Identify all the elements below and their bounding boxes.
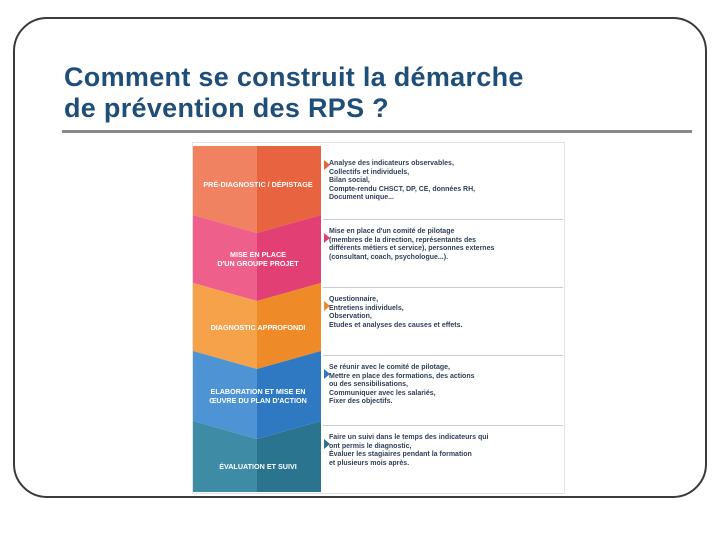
step-separator [323, 287, 563, 288]
step-description-line: Observation, [329, 313, 372, 321]
step-description-line: Se réunir avec le comité de pilotage, [329, 364, 450, 371]
step-description-3 [329, 296, 555, 330]
step-description-line: Mise en place d'un comité de pilotage [329, 228, 455, 235]
rps-process-diagram [193, 143, 564, 493]
step-description-line: Fixer des objectifs. [329, 398, 393, 406]
step-description-line: Bilan social, [329, 177, 370, 185]
step-description-line: Mettre en place des formations, des actions [329, 372, 475, 380]
step-description-line: ou des sensibilisations, [329, 381, 408, 389]
step-description-line: Communiquer avec les salariés, [329, 389, 436, 397]
step-chevrons [193, 143, 323, 493]
step-separator [323, 355, 563, 356]
step-label-line: PRÉ-DIAGNOSTIC / DÉPISTAGE [203, 180, 313, 189]
step-description-line: Collectifs et individuels, [329, 168, 410, 176]
step-description-line: Faire un suivi dans le temps des indicateurs qui [329, 434, 489, 441]
title-line-1: Comment se construit la démarche [64, 62, 524, 92]
title-line-2: de prévention des RPS ? [64, 93, 389, 123]
step-description-line: ont permis le diagnostic, [329, 442, 412, 450]
step-label-5 [197, 462, 319, 471]
step-separator [323, 425, 563, 426]
step-label-line: MISE EN PLACE [230, 250, 286, 259]
step-description-line: Entretiens individuels, [329, 304, 404, 312]
step-description-line: Document unique... [329, 194, 394, 202]
step-separator [323, 219, 563, 220]
step-label-1 [197, 180, 319, 189]
step-description-line: et plusieurs mois après. [329, 459, 410, 467]
step-label-line: ELABORATION ET MISE EN [210, 387, 306, 396]
step-description-line: Questionnaire, [329, 296, 379, 303]
step-description-line: (membres de la direction, représentants des [329, 236, 477, 244]
step-description-2 [329, 228, 555, 262]
step-label-line: D'UN GROUPE PROJET [217, 259, 299, 268]
step-description-5 [329, 434, 555, 468]
slide-title [64, 62, 664, 124]
step-description-line: Etudes et analyses des causes et effets. [329, 321, 463, 329]
step-description-line: Compte-rendu CHSCT, DP, CE, données RH, [329, 185, 476, 193]
step-description-line: différents métiers et service), personnes externes [329, 245, 495, 253]
step-label-line: ÉVALUATION ET SUIVI [219, 462, 297, 471]
step-label-3 [197, 323, 319, 332]
step-description-4 [329, 364, 555, 407]
step-description-1 [329, 160, 555, 203]
step-description-line: Évaluer les stagiaires pendant la formation [329, 451, 472, 459]
title-underline [62, 130, 692, 133]
step-label-line: ŒUVRE DU PLAN D'ACTION [209, 396, 307, 405]
step-label-line: DIAGNOSTIC APPROFONDI [210, 322, 306, 332]
step-description-line: Analyse des indicateurs observables, [329, 160, 454, 167]
step-label-2 [197, 250, 319, 268]
step-description-line: (consultant, coach, psychologue...). [329, 253, 449, 261]
step-label-4 [197, 387, 319, 405]
